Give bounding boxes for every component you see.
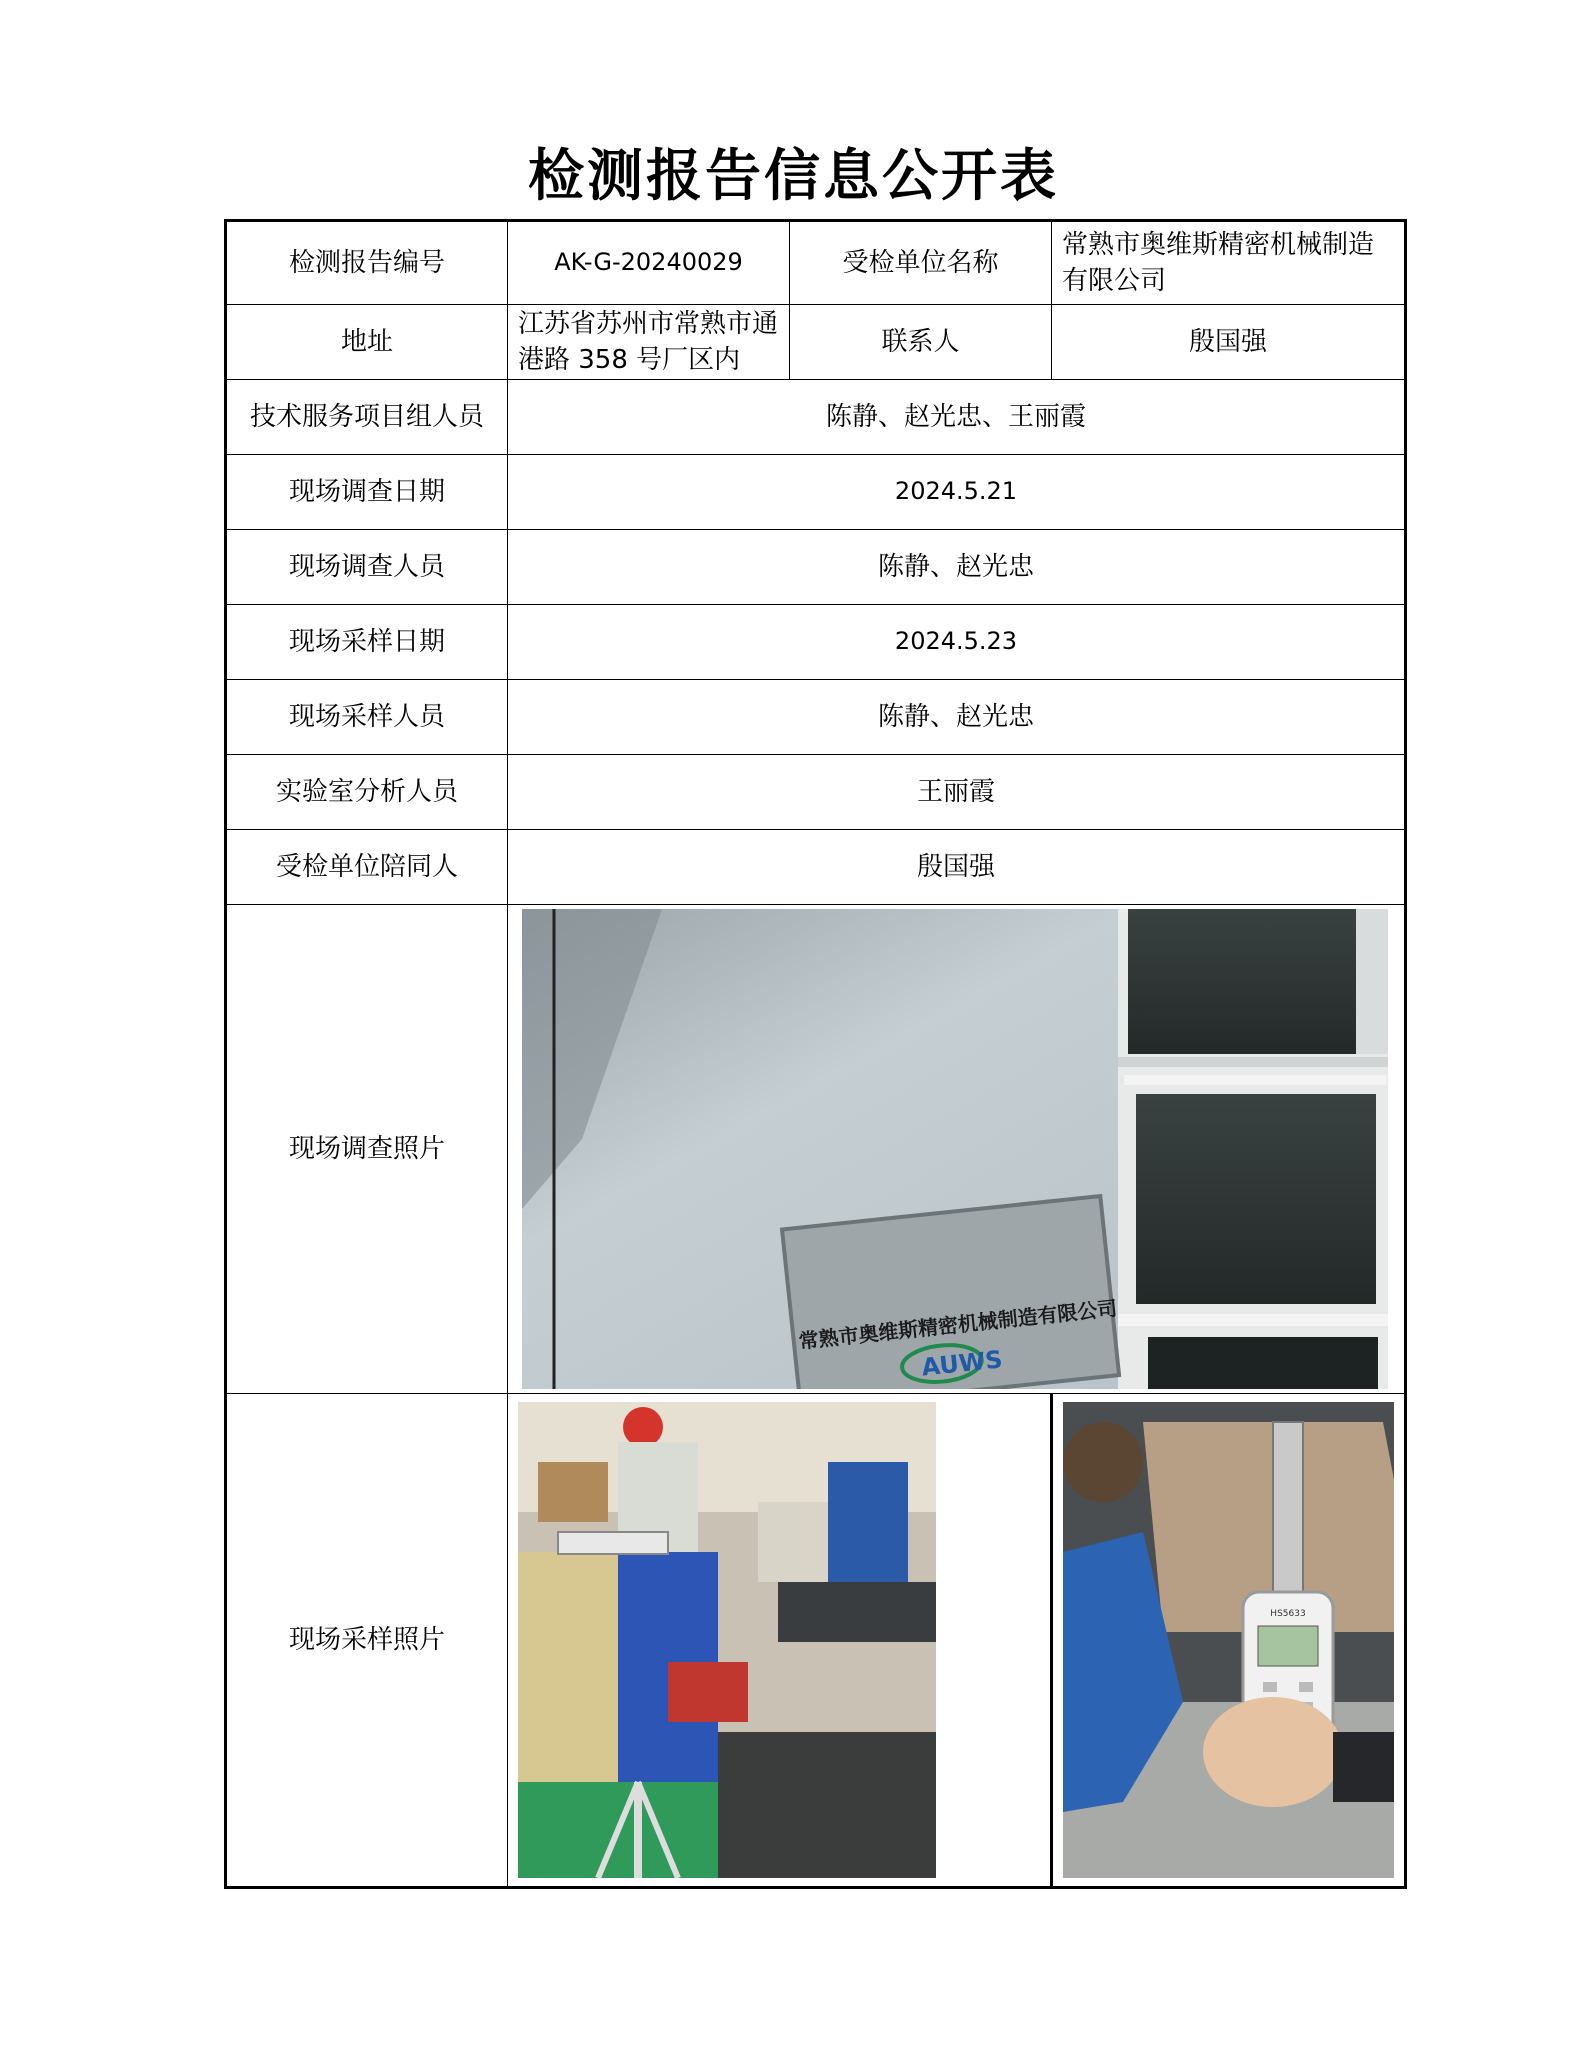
report-no-value: AK-G-20240029 [508, 221, 790, 305]
table-row [226, 1394, 1406, 1888]
team-value: 陈静、赵光忠、王丽霞 [508, 380, 1406, 455]
meter-brand: HS5633 [1270, 1609, 1306, 1619]
table-row [226, 755, 1406, 830]
unit-name-label: 受检单位名称 [790, 221, 1052, 305]
survey-staff-label: 现场调查人员 [226, 530, 508, 605]
sampling-staff-value: 陈静、赵光忠 [508, 680, 1406, 755]
sampling-photo-2 [1063, 1402, 1394, 1878]
unit-name-value: 常熟市奥维斯精密机械制造有限公司 [1052, 221, 1406, 305]
sampling-photo-cell-1 [508, 1394, 1052, 1888]
sampling-date-label: 现场采样日期 [226, 605, 508, 680]
table-row [226, 455, 1406, 530]
table-row [226, 830, 1406, 905]
table-row [226, 380, 1406, 455]
info-table [224, 219, 1407, 1889]
table-row [226, 221, 1406, 305]
sampling-staff-label: 现场采样人员 [226, 680, 508, 755]
sign-text: 常熟市奥维斯精密机械制造有限公司 [797, 1295, 1119, 1354]
sampling-photo-label: 现场采样照片 [226, 1394, 508, 1888]
logo-text: AUWS [920, 1345, 1004, 1382]
escort-label: 受检单位陪同人 [226, 830, 508, 905]
survey-date-label: 现场调查日期 [226, 455, 508, 530]
survey-date-value: 2024.5.21 [508, 455, 1406, 530]
table-row [226, 605, 1406, 680]
contact-value: 殷国强 [1052, 305, 1406, 380]
address-label: 地址 [226, 305, 508, 380]
table-row [226, 905, 1406, 1394]
survey-staff-value: 陈静、赵光忠 [508, 530, 1406, 605]
sampling-photo-cell-2 [1052, 1394, 1406, 1888]
contact-label: 联系人 [790, 305, 1052, 380]
page-title: 检测报告信息公开表 [528, 143, 1059, 209]
lab-staff-value: 王丽霞 [508, 755, 1406, 830]
sampling-date-value: 2024.5.23 [508, 605, 1406, 680]
lab-staff-label: 实验室分析人员 [226, 755, 508, 830]
survey-photo [522, 909, 1390, 1389]
address-value: 江苏省苏州市常熟市通港路 358 号厂区内 [508, 305, 790, 380]
survey-photo-label: 现场调查照片 [226, 905, 508, 1394]
table-row [226, 305, 1406, 380]
table-row [226, 530, 1406, 605]
escort-value: 殷国强 [508, 830, 1406, 905]
sampling-photo-1 [518, 1402, 1040, 1878]
survey-photo-cell [508, 905, 1406, 1394]
table-row [226, 680, 1406, 755]
report-no-label: 检测报告编号 [226, 221, 508, 305]
team-label: 技术服务项目组人员 [226, 380, 508, 455]
